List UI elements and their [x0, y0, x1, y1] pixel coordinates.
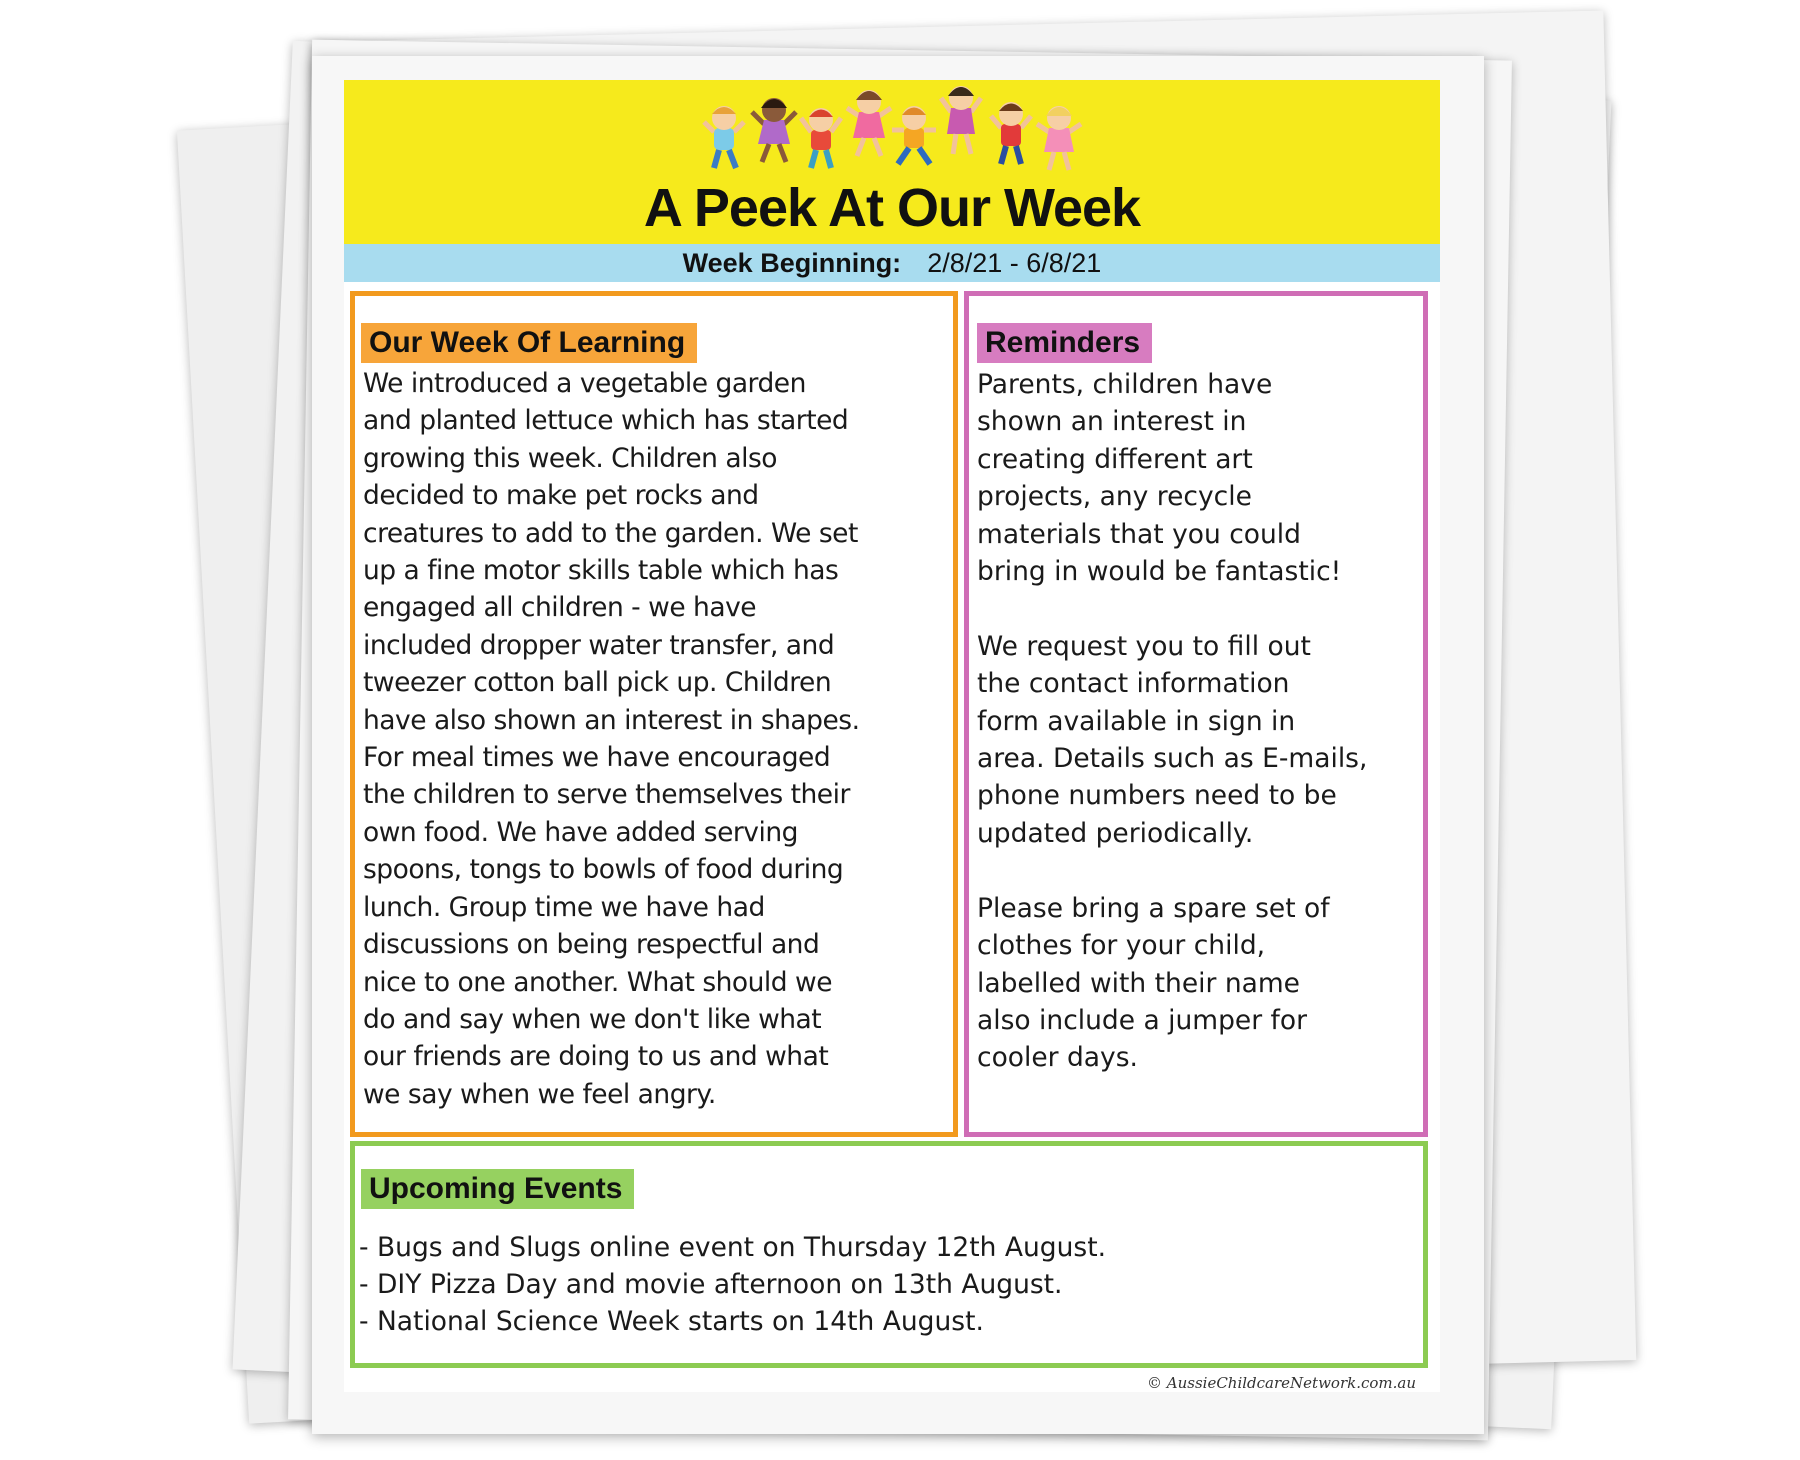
child-1 [704, 106, 744, 168]
upcoming-events-heading: Upcoming Events [361, 1169, 634, 1209]
upcoming-events-list: - Bugs and Slugs online event on Thursday 12th August. - DIY Pizza Day and movie afternoon on 13th August. - National Science Week starts on 14th August. [359, 1232, 1107, 1337]
week-dates: 2/8/21 - 6/8/21 [927, 248, 1102, 278]
newsletter-page [344, 80, 1440, 1392]
child-6 [941, 86, 981, 154]
reminders-heading: Reminders [977, 323, 1152, 363]
child-5 [892, 106, 936, 164]
week-beginning-label: Week Beginning: [682, 248, 902, 278]
week-of-learning-heading: Our Week Of Learning [361, 323, 697, 363]
child-7 [991, 102, 1031, 164]
jumping-children-illustration [699, 80, 1119, 180]
child-3 [801, 108, 841, 168]
header-banner [344, 80, 1440, 244]
week-beginning-bar [344, 244, 1440, 282]
child-4 [847, 90, 891, 156]
copyright-notice: © AussieChildcareNetwork.com.au [1146, 1374, 1416, 1392]
reminders-section [964, 291, 1428, 1137]
child-2 [752, 98, 796, 162]
child-8 [1037, 106, 1081, 170]
reminders-text: Parents, children have shown an interest in creating different art projects, any recycle materials that you could bring in would be fantastic! We request you to fill out the contact information form available in sign in area. Details such as E-mails, phone numbers need to be updated periodically. Please bring a spare set of clothes for your child, labelled with their name also include a jumper for cooler days. [977, 369, 1368, 1074]
week-of-learning-section [350, 291, 958, 1137]
page-title: A Peek At Our Week [643, 178, 1141, 238]
week-of-learning-text: We introduced a vegetable garden and planted lettuce which has started growing this week. Children also decided to make pet rocks and creatures to add to the garden. We set up a fine motor skills table which has engaged all children - we have included dropper water transfer, and tweezer cotton ball pick up. Children have also shown an interest in shapes. For meal times we have encouraged the children to serve themselves their own food. We have added serving spoons, tongs to bowls of food during lunch. Group time we have had discussions on being respectful and nice to one another. What should we do and say when we don't like what our friends are doing to us and what we say when we feel angry. [363, 368, 860, 1110]
upcoming-events-section [350, 1141, 1428, 1368]
